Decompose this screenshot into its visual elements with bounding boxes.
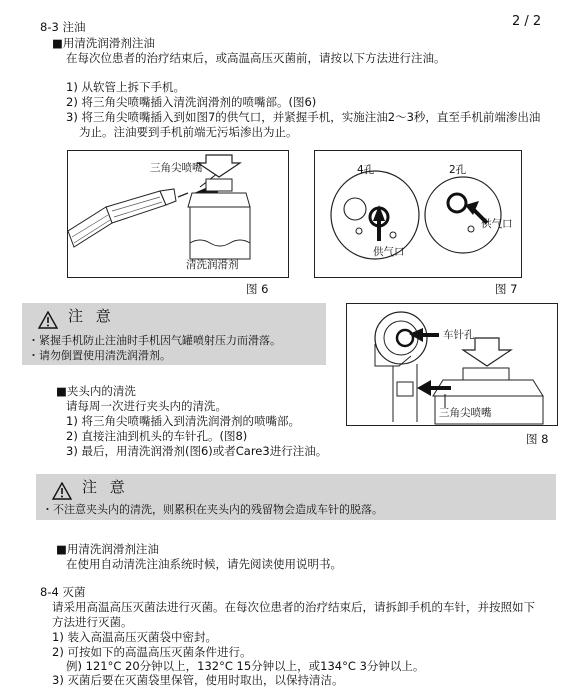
figure-7-illustration bbox=[315, 151, 521, 277]
warning-icon bbox=[52, 482, 72, 500]
figure-6 bbox=[67, 150, 289, 278]
sterilization-line-6: 3) 灭菌后要在灭菌袋里保管，使用时取出，以保持清洁。 bbox=[52, 673, 344, 687]
warning-icon bbox=[38, 311, 58, 329]
nozzle-tip bbox=[178, 193, 188, 197]
caution-box-2 bbox=[36, 474, 556, 520]
sterilization-line-5: 例) 121°C 20分钟以上，132°C 15分钟以上，或134°C 3分钟以上。 bbox=[66, 659, 425, 673]
sterilization-line-2: 方法进行灭菌。 bbox=[52, 615, 133, 629]
chuck-cleaning-title: ■夹头内的清洗 bbox=[56, 384, 136, 398]
section-heading-8-3: 8-3 注油 bbox=[40, 20, 86, 34]
step-line-3: 3) 将三角尖喷嘴插入到如图7的供气口，并紧握手机，实施注油2～3秒，直至手机前端渗出油 bbox=[66, 110, 541, 124]
caution-2-line-1: ・不注意夹头内的清洗，则累积在夹头内的残留物会造成车针的脱落。 bbox=[42, 503, 383, 516]
fig6-can-label: 清洗润滑剂 bbox=[186, 259, 239, 271]
fig7-right-port-label: 供气口 bbox=[481, 218, 513, 230]
handpiece-illustration bbox=[68, 189, 176, 247]
section-heading-8-4: 8-4 灭菌 bbox=[40, 585, 86, 599]
caution-2-title: 注 意 bbox=[82, 478, 129, 496]
two-hole-connector bbox=[425, 177, 501, 253]
fig6-nozzle-label: 三角尖喷嘴 bbox=[150, 162, 203, 174]
sterilization-line-1: 请采用高温高压灭菌法进行灭菌。在每次位患者的治疗结束后，请拆卸手机的车针，并按照如下 bbox=[52, 600, 535, 614]
fig7-left-label: 4孔 bbox=[357, 164, 375, 176]
sterilization-line-3: 1) 装入高温高压灭菌袋中密封。 bbox=[52, 630, 217, 644]
page-number: 2 / 2 bbox=[512, 14, 542, 29]
chuck-step-1: 1) 将三角尖喷嘴插入到清洗润滑剂的喷嘴部。 bbox=[66, 414, 300, 428]
figure-7 bbox=[314, 150, 522, 278]
step-line-1: 1) 从软管上拆下手机。 bbox=[66, 80, 185, 94]
arrow-nozzle-icon bbox=[417, 380, 431, 396]
subsection-intro: 在每次位患者的治疗结束后，或高温高压灭菌前，请按以下方法进行注油。 bbox=[66, 51, 446, 65]
chuck-step-3: 3) 最后，用清洗润滑剂(图6)或者Care3进行注油。 bbox=[66, 444, 328, 458]
subsection-title-lubricant: ■用清洗润滑剂注油 bbox=[52, 36, 155, 50]
figure-6-caption: 图 6 bbox=[246, 282, 269, 296]
step-line-2: 2) 将三角尖喷嘴插入清洗润滑剂的喷嘴部。(图6) bbox=[66, 95, 317, 109]
caution-1-line-2: ・请勿倒置使用清洗润滑剂。 bbox=[28, 349, 171, 362]
fig8-nozzle-label: 三角尖喷嘴 bbox=[439, 407, 492, 419]
fig8-pin-hole-label: 车针孔 bbox=[443, 329, 475, 341]
caution-1-title: 注 意 bbox=[68, 307, 115, 325]
sterilization-line-4: 2) 可按如下的高温高压灭菌条件进行。 bbox=[52, 645, 252, 659]
step-line-3-cont: 为止。注油要到手机前端无污垢渗出为止。 bbox=[79, 125, 298, 139]
fig7-right-label: 2孔 bbox=[449, 164, 467, 176]
figure-8 bbox=[346, 303, 558, 426]
auto-oil-text: 在使用自动清洗注油系统时候，请先阅读使用说明书。 bbox=[66, 557, 342, 571]
handpiece-head bbox=[375, 312, 427, 422]
figure-8-caption: 图 8 bbox=[526, 432, 549, 446]
fig7-left-port-label: 供气口 bbox=[373, 246, 405, 258]
figure-7-caption: 图 7 bbox=[495, 282, 518, 296]
caution-box-1 bbox=[22, 303, 326, 365]
auto-oil-title: ■用清洗润滑剂注油 bbox=[56, 542, 159, 556]
chuck-step-2: 2) 直接注油到机头的车针孔。(图8) bbox=[66, 429, 248, 443]
caution-1-line-1: ・紧握手机防止注油时手机因气罐喷射压力而滑落。 bbox=[28, 334, 281, 347]
chuck-cleaning-intro: 请每周一次进行夹头内的清洗。 bbox=[66, 399, 227, 413]
